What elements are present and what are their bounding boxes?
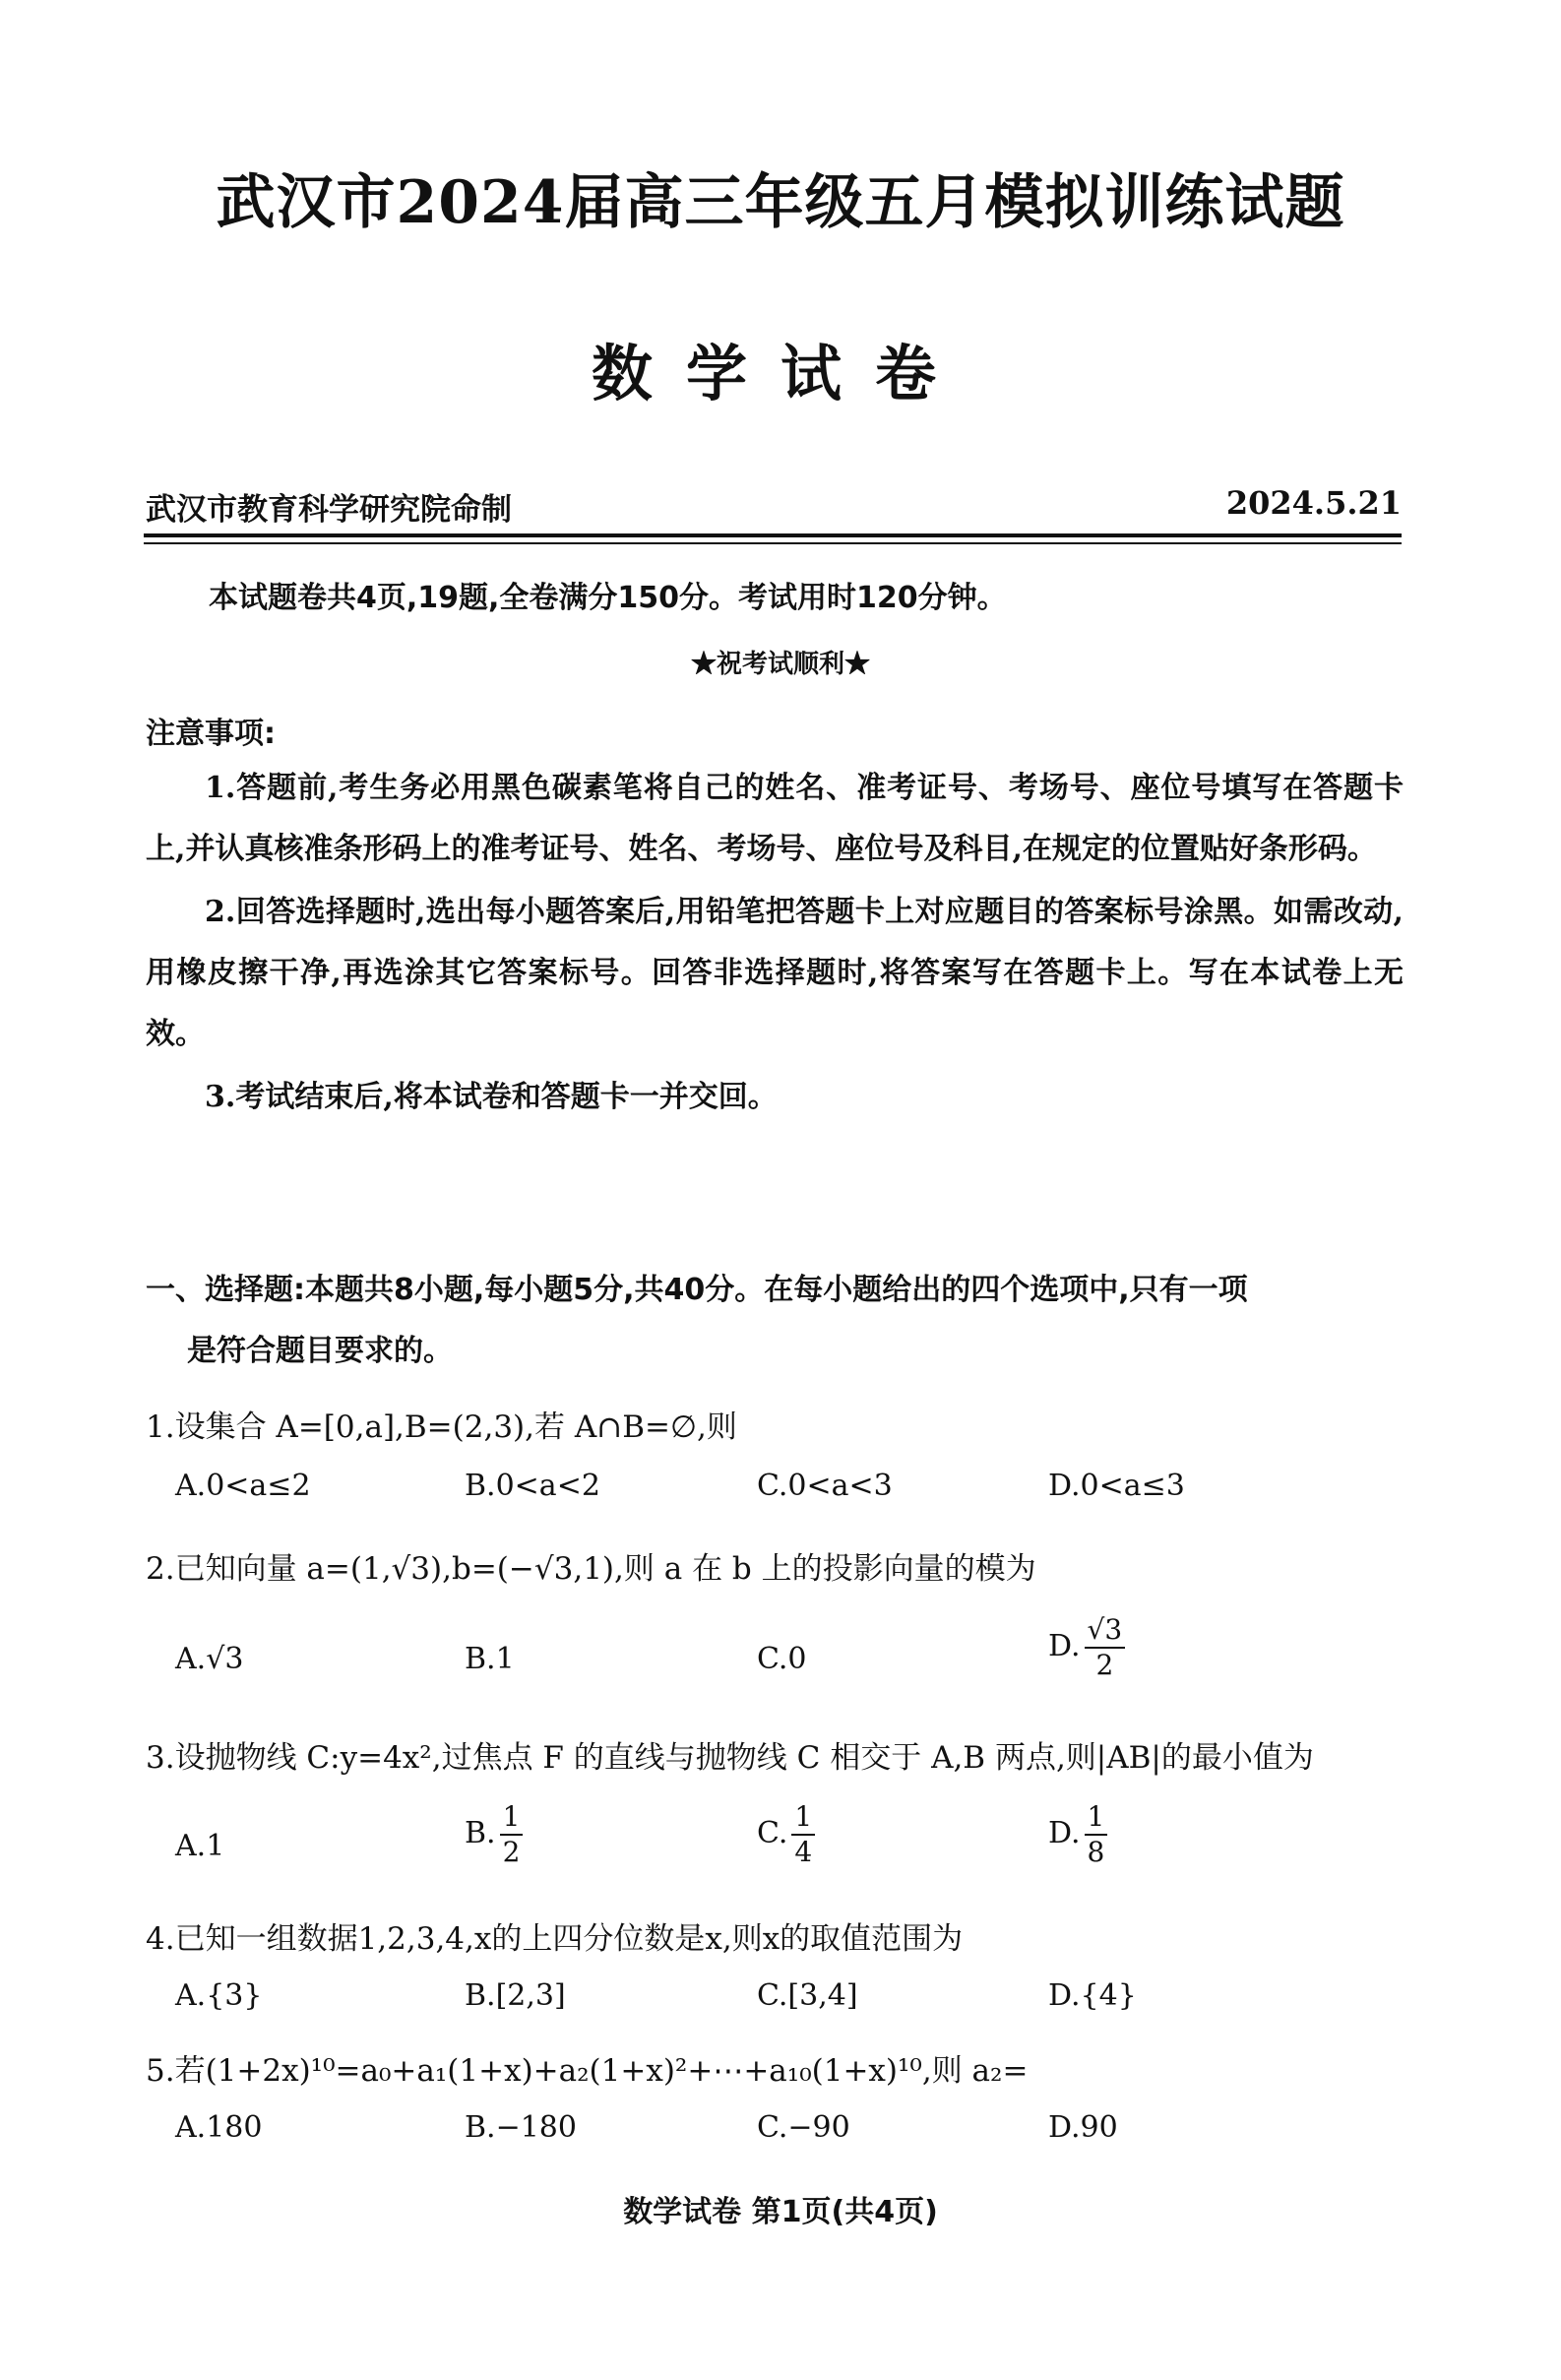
exam-date: 2024.5.21	[1225, 484, 1402, 522]
question-stem: 3.设抛物线 C:y=4x²,过焦点 F 的直线与抛物线 C 相交于 A,B 两点,则|AB|的最小值为	[146, 1740, 1314, 1776]
option-c: C.0<a<3	[757, 1469, 893, 1503]
option-a: A.0<a≤2	[175, 1469, 311, 1503]
option-d: D.90	[1048, 2110, 1118, 2145]
option-a: A.√3	[175, 1642, 244, 1676]
option-a: A.{3}	[175, 1978, 263, 2013]
header-rule-thin	[144, 542, 1402, 544]
question-stem: 4.已知一组数据1,2,3,4,x的上四分位数是x,则x的取值范围为	[146, 1921, 964, 1957]
notice-list	[146, 758, 1404, 1130]
question-stem: 2.已知向量 a=(1,√3),b=(−√3,1),则 a 在 b 上的投影向量的模为	[146, 1551, 1036, 1587]
option-b	[465, 1800, 523, 1868]
option-d: D.{4}	[1048, 1978, 1137, 2013]
fraction-numerator: √3	[1085, 1616, 1126, 1649]
option-a: A.1	[175, 1829, 225, 1863]
option-d	[1048, 1800, 1107, 1868]
question-1	[146, 1402, 1404, 1446]
question-2-options	[175, 1613, 1356, 1711]
question-2	[146, 1543, 1404, 1588]
option-letter: D.	[1048, 1816, 1081, 1850]
option-d	[1048, 1613, 1125, 1681]
subject-title: 数学试卷	[591, 338, 969, 409]
fraction-numerator: 1	[791, 1803, 815, 1836]
question-stem: 1.设集合 A=[0,a],B=(2,3),若 A∩B=∅,则	[146, 1409, 737, 1445]
question-1-options	[175, 1469, 1356, 1537]
question-5-options	[175, 2110, 1356, 2179]
option-c: C.[3,4]	[757, 1978, 858, 2013]
question-4-options	[175, 1978, 1356, 2047]
section-heading-line2: 是符合题目要求的。	[187, 1334, 453, 1368]
notice-heading: 注意事项:	[146, 717, 276, 751]
option-c: C.−90	[757, 2110, 850, 2145]
section-heading-line1: 一、选择题:本题共8小题,每小题5分,共40分。在每小题给出的四个选项中,只有一项	[146, 1273, 1248, 1307]
fraction-denominator: 2	[502, 1836, 521, 1868]
fraction	[1085, 1613, 1126, 1681]
fraction-numerator: 1	[1085, 1803, 1108, 1836]
option-a: A.180	[175, 2110, 263, 2145]
option-c: C.0	[757, 1642, 807, 1676]
option-d: D.0<a≤3	[1048, 1469, 1185, 1503]
exam-title: 武汉市2024届高三年级五月模拟训练试题	[216, 168, 1345, 237]
fraction-denominator: 4	[794, 1836, 813, 1868]
header-rule-thick	[144, 533, 1402, 537]
fraction-denominator: 8	[1087, 1836, 1105, 1868]
option-letter: D.	[1048, 1629, 1081, 1663]
fraction	[500, 1800, 524, 1868]
section-heading	[146, 1260, 1404, 1382]
option-b: B.0<a<2	[465, 1469, 600, 1503]
question-stem: 5.若(1+2x)¹⁰=a₀+a₁(1+x)+a₂(1+x)²+⋯+a₁₀(1+x)¹⁰,则 a₂=	[146, 2053, 1029, 2089]
option-c	[757, 1800, 815, 1868]
notice-item-3: 3.考试结束后,将本试卷和答题卡一并交回。	[205, 1080, 778, 1114]
question-5	[146, 2045, 1404, 2090]
option-b: B.[2,3]	[465, 1978, 566, 2013]
notice-item-1: 1.答题前,考生务必用黑色碳素笔将自己的姓名、准考证号、考场号、座位号填写在答题卡上,并认真核准条形码上的准考证号、姓名、考场号、座位号及科目,在规定的位置贴好条形码。	[146, 771, 1404, 866]
fraction	[1085, 1800, 1108, 1868]
option-b: B.−180	[465, 2110, 577, 2145]
option-letter: C.	[757, 1816, 788, 1850]
question-3-options	[175, 1800, 1356, 1898]
option-b: B.1	[465, 1642, 515, 1676]
question-3	[146, 1732, 1404, 1777]
option-letter: B.	[465, 1816, 496, 1850]
fraction-numerator: 1	[500, 1803, 524, 1836]
exam-intro: 本试题卷共4页,19题,全卷满分150分。考试用时120分钟。	[209, 581, 1007, 615]
blessing-text: ★祝考试顺利★	[690, 650, 870, 679]
notice-item-2: 2.回答选择题时,选出每小题答案后,用铅笔把答题卡上对应题目的答案标号涂黑。如需改动,用橡皮擦干净,再选涂其它答案标号。回答非选择题时,将答案写在答题卡上。写在本试卷上无效。	[146, 895, 1404, 1051]
question-4	[146, 1913, 1404, 1958]
fraction-denominator: 2	[1095, 1649, 1114, 1681]
fraction	[791, 1800, 815, 1868]
publisher-label: 武汉市教育科学研究院命制	[146, 492, 512, 528]
page-footer: 数学试卷 第1页(共4页)	[623, 2195, 938, 2229]
